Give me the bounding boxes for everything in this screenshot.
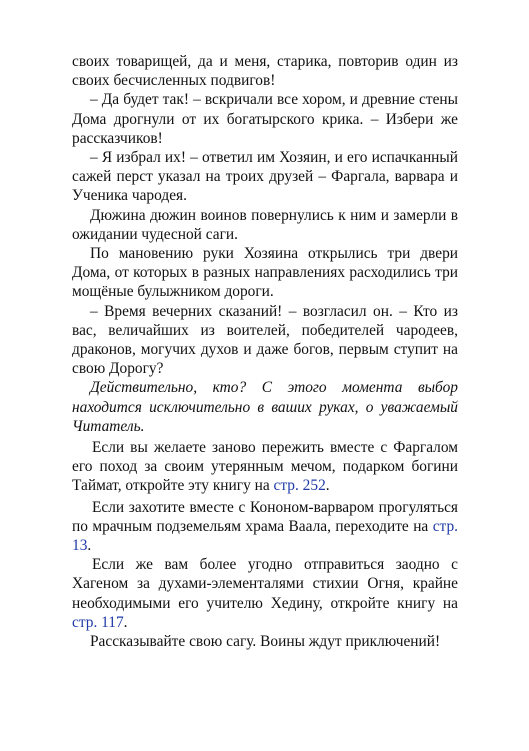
paragraph-8-period: . [325, 477, 330, 495]
paragraph-10-hagen-choice [72, 555, 458, 632]
page-117-link[interactable]: стр. 117 [72, 613, 124, 631]
paragraph-9-period: . [87, 537, 92, 555]
paragraph-7-reader-choice: Действительно, кто? С этого момента выбор находится исключительно в ваших руках, о уважаемый Читатель. [72, 379, 458, 435]
paragraph-8-text: Если вы желаете заново пережить вместе с Фаргалом его поход за своим утерянным мечом, подарком богини Таймат, откройте эту книгу на [72, 439, 458, 495]
paragraph-4: Дюжина дюжин воинов повернулись к ним и замерли в ожидании чудесной саги. [72, 206, 458, 243]
paragraph-1: своих товарищей, да и меня, старика, повторив один из своих бесчисленных подвигов! [72, 53, 458, 90]
page-252-link[interactable]: стр. 252 [273, 477, 326, 495]
paragraph-11: Рассказывайте свою сагу. Воины ждут приключений! [90, 633, 441, 651]
book-page [72, 52, 458, 651]
paragraph-6: – Время вечерних сказаний! – возгласил он. – Кто из вас, величайших из воителей, победителей чародеев, драконов, могучих духов и даже богов, первым ступит на свою Дорогу? [72, 302, 458, 378]
paragraph-10-period: . [123, 613, 128, 631]
paragraph-10-text: Если же вам более угодно отправиться заодно с Хагеном за духами-элементалями стихии Огня, крайне необходимыми его учителю Хедину, откройте книгу на [72, 556, 458, 612]
paragraph-8-fargal-choice [72, 438, 458, 496]
paragraph-9-conan-choice [72, 498, 458, 556]
page-13-link[interactable]: стр. 13 [72, 517, 458, 555]
paragraph-2: – Да будет так! – вскричали все хором, и древние стены Дома дрогнули от их богатырского крика. – Избери же рассказчиков! [72, 91, 458, 147]
paragraph-3: – Я избрал их! – ответил им Хозяин, и его испачканный сажей перст указал на троих друзей – Фаргала, варвара и Ученика чародея. [72, 149, 458, 205]
paragraph-5: По мановению руки Хозяина открылись три двери Дома, от которых в разных направлениях расходились три мощёные булыжником дороги. [72, 245, 458, 301]
paragraph-9-text: Если захотите вместе с Кононом-варваром прогуляться по мрачным подземельям храма Ваала, переходите на [72, 498, 458, 535]
